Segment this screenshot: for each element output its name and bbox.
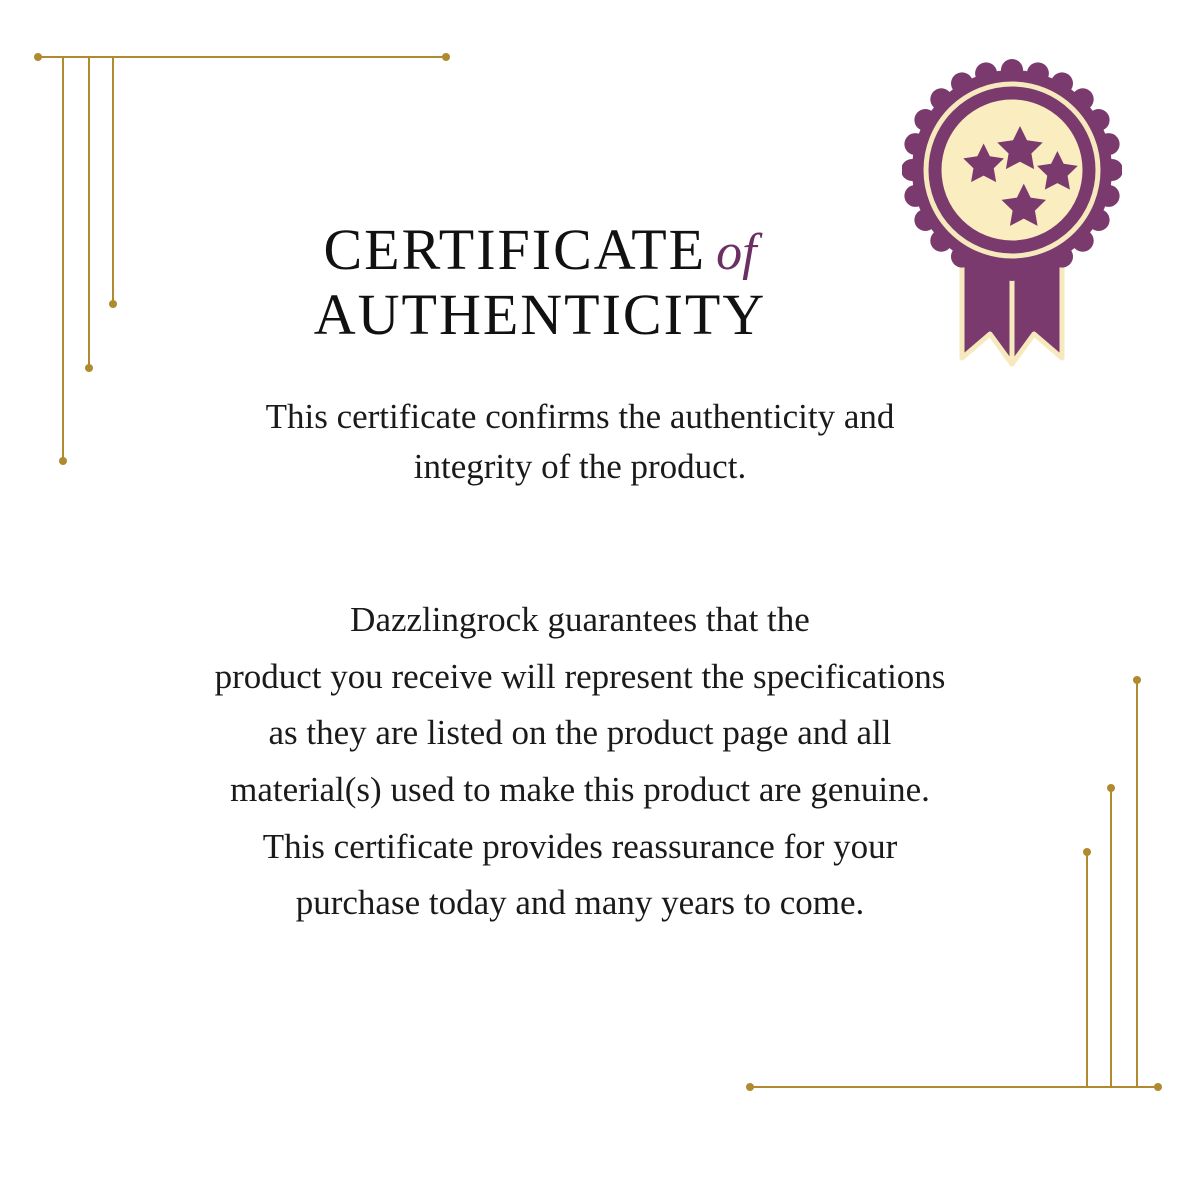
intro-paragraph xyxy=(120,392,1040,491)
deco-line-horizontal xyxy=(38,56,448,58)
deco-line-vertical xyxy=(1136,680,1138,1088)
body-line-2: product you receive will represent the specifications xyxy=(214,656,946,696)
title-line-2: AUTHENTICITY xyxy=(313,281,767,347)
deco-line-horizontal xyxy=(750,1086,1160,1088)
deco-dot xyxy=(34,53,42,61)
deco-dot xyxy=(1133,676,1141,684)
intro-line-1: This certificate confirms the authenticity and xyxy=(265,397,895,436)
deco-dot xyxy=(1107,784,1115,792)
deco-line-vertical xyxy=(1110,788,1112,1088)
deco-dot xyxy=(746,1083,754,1091)
body-line-5: This certificate provides reassurance for your xyxy=(262,826,898,866)
page-title xyxy=(0,218,1200,348)
body-line-4: material(s) used to make this product are genuine. xyxy=(230,770,930,810)
title-word-of: of xyxy=(716,224,757,281)
body-line-1: Dazzlingrock guarantees that the xyxy=(350,600,810,639)
deco-line-vertical xyxy=(1086,852,1088,1088)
intro-line-2: integrity of the product. xyxy=(413,446,747,486)
title-word-certificate: CERTIFICATE xyxy=(323,217,707,282)
body-line-6: purchase today and many years to come. xyxy=(295,883,865,923)
body-paragraph xyxy=(100,592,1060,932)
deco-dot xyxy=(1154,1083,1162,1091)
deco-dot xyxy=(1083,848,1091,856)
deco-dot xyxy=(85,364,93,372)
deco-dot xyxy=(59,457,67,465)
body-line-3: as they are listed on the product page and all xyxy=(268,713,892,753)
title-line-1 xyxy=(0,218,1200,283)
deco-dot xyxy=(442,53,450,61)
